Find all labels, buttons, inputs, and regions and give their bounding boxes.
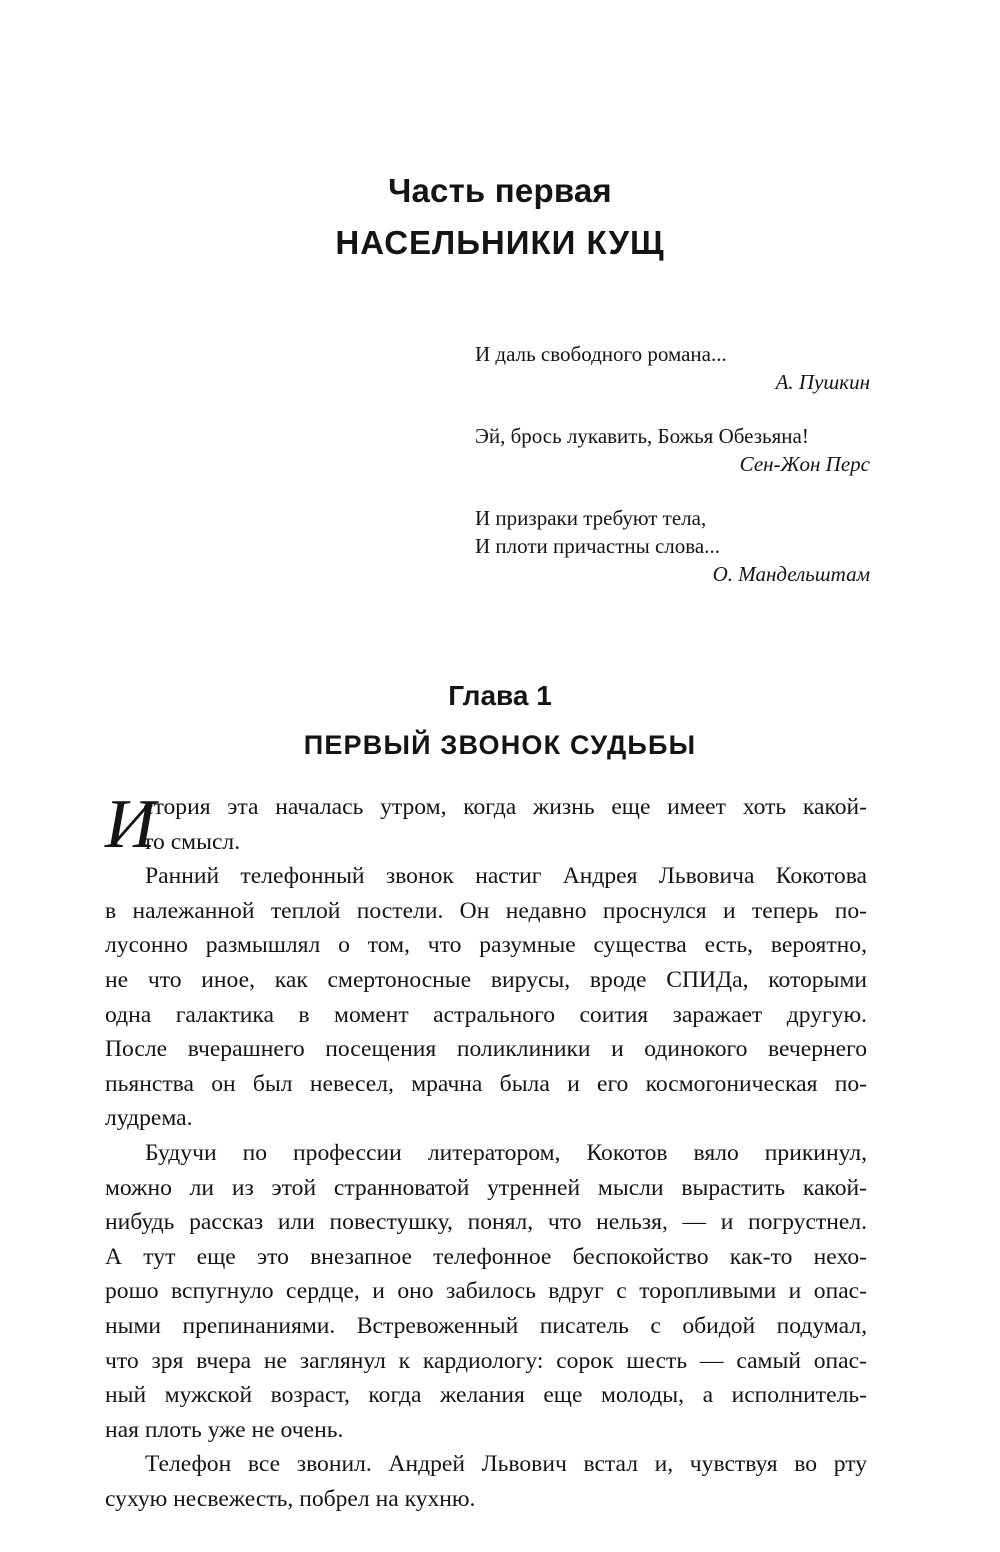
text-line: можно ли из этой странноватой утренней мысли вырастить какой- [105, 1174, 867, 1201]
text-line: Будучи по профессии литератором, Кокотов вяло прикинул, [145, 1139, 867, 1166]
text-line: нибудь рассказ или повестушку, понял, что нельзя, — и погрустнел. [105, 1209, 867, 1236]
chapter-title: ПЕРВЫЙ ЗВОНОК СУДЬБЫ [303, 730, 697, 760]
epigraph-line: И призраки требуют тела, [475, 506, 707, 530]
text-line: ными препинаниями. Встревоженный писатель с обидой подумал, [105, 1312, 867, 1339]
chapter-label: Глава 1 [448, 680, 552, 711]
epigraph-author: О. Мандельштам [712, 562, 870, 586]
text-line: ная плоть уже не очень. [105, 1416, 344, 1443]
text-line: Телефон все звонил. Андрей Львович встал и, чувствуя во рту [145, 1451, 867, 1478]
drop-cap: И [105, 786, 156, 863]
epigraph-saint-john-perse [475, 422, 870, 478]
text-line: лудрема. [105, 1105, 193, 1132]
chapter-body [105, 786, 867, 1516]
epigraphs [475, 340, 870, 614]
epigraph-author: А. Пушкин [775, 370, 870, 394]
text-line: После вчерашнего посещения поликлиники и одинокого вечернего [105, 1036, 867, 1063]
text-line: что зря вчера не заглянул к кардиологу: сорок шесть — самый опас- [105, 1347, 867, 1374]
text-line: лусонно размышлял о том, что разумные существа есть, вероятно, [105, 932, 867, 959]
epigraph-line: Эй, брось лукавить, Божья Обезьяна! [475, 424, 809, 448]
text-line: стория эта началась утром, когда жизнь еще имеет хоть какой- [143, 794, 867, 820]
epigraph-pushkin [475, 340, 870, 396]
text-line: не что иное, как смертоносные вирусы, вроде СПИДа, которыми [105, 966, 867, 993]
text-line: одна галактика в момент астрального соития заражает другую. [105, 1001, 867, 1028]
text-line: рошо вспугнуло сердце, и оно забилось вдруг с торопливыми и опас- [105, 1278, 867, 1305]
epigraph-line: И даль свободного романа... [475, 342, 727, 366]
part-label: Часть первая [388, 172, 612, 209]
text-line: сухую несвежесть, побрел на кухню. [105, 1485, 476, 1512]
text-line: в належанной теплой постели. Он недавно проснулся и теперь по- [105, 897, 867, 924]
part-title: НАСЕЛЬНИКИ КУЩ [335, 224, 665, 261]
text-line: пьянства он был невесел, мрачна была и его космогоническая по- [105, 1070, 867, 1097]
epigraph-author: Сен-Жон Перс [739, 452, 870, 476]
text-line: А тут еще это внезапное телефонное беспокойство как-то нехо- [105, 1243, 867, 1270]
text-line: то смысл. [143, 828, 241, 855]
epigraph-line: И плоти причастны слова... [475, 534, 720, 558]
epigraph-mandelstam [475, 504, 870, 588]
text-line: Ранний телефонный звонок настиг Андрея Львовича Кокотова [145, 863, 867, 890]
text-line: ный мужской возраст, когда желания еще молоды, а исполнитель- [105, 1382, 867, 1409]
